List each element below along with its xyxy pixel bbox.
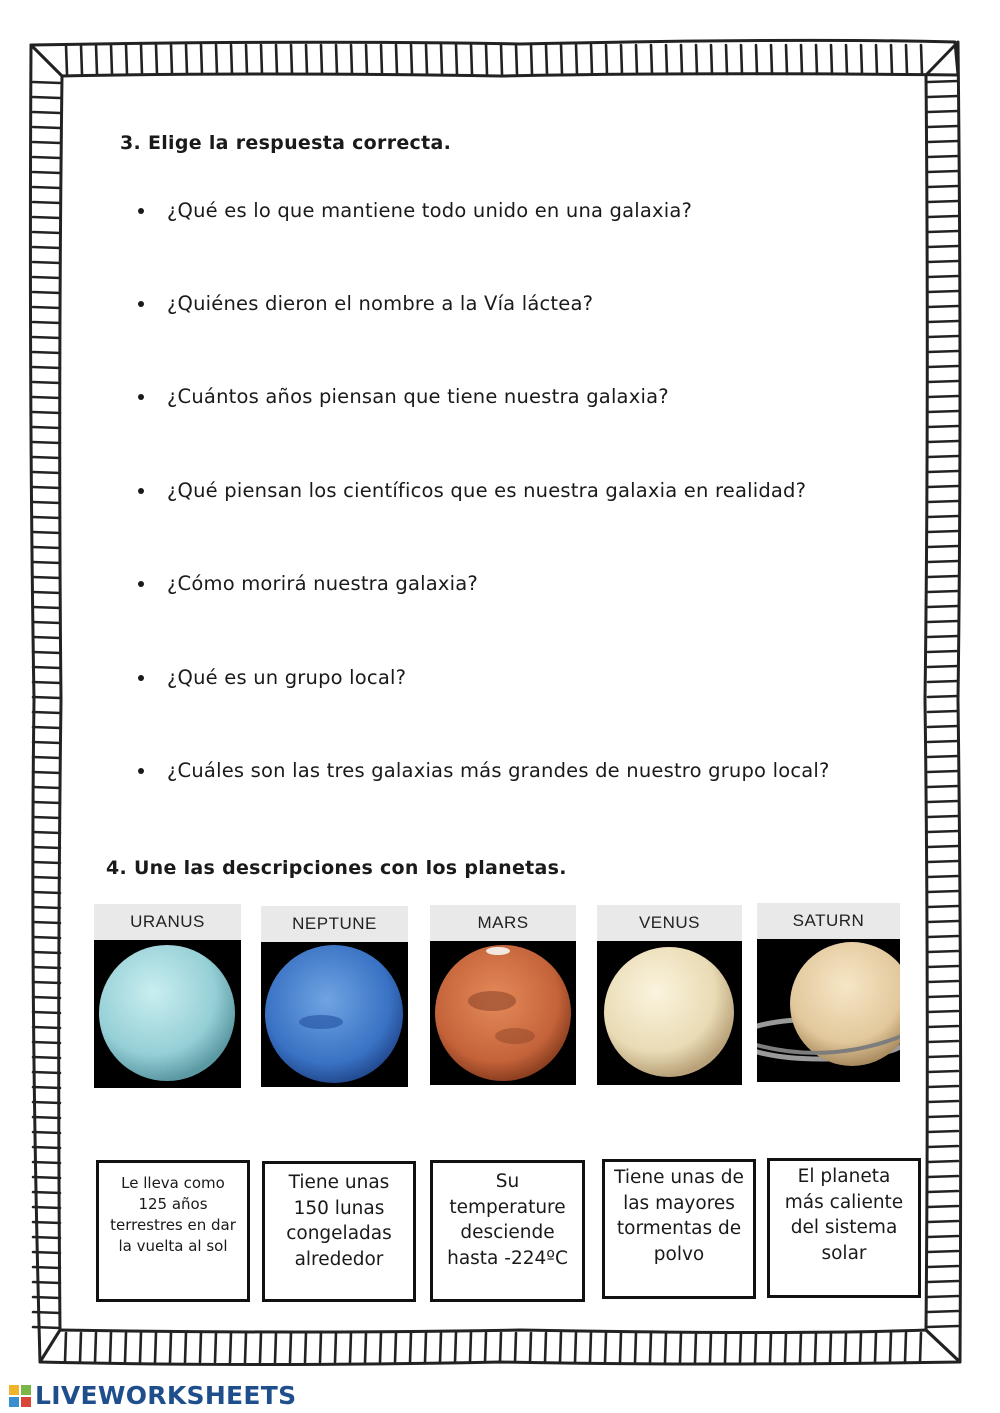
description-card[interactable] [430,1160,585,1302]
section-4-title: 4. Une las descripciones con los planetas. [106,857,567,879]
saturn-image [757,939,900,1082]
bullet-icon [138,675,144,681]
list-item [138,568,858,599]
brand-logo-icon [8,1384,32,1408]
list-item [138,662,858,693]
list-item [138,381,858,412]
question-text: ¿Qué es un grupo local? [167,666,407,689]
question-text: ¿Cómo morirá nuestra galaxia? [167,572,478,595]
planet-label: MARS [430,905,576,941]
bullet-icon [138,394,144,400]
question-text: ¿Quiénes dieron el nombre a la Vía láctea? [167,292,594,315]
list-item [138,755,838,786]
question-text: ¿Qué es lo que mantiene todo unido en una galaxia? [167,199,693,222]
planet-card-venus [597,905,742,1085]
description-text: Su temperature desciende hasta -224ºC [447,1171,568,1269]
bullet-icon [138,208,144,214]
planet-label: NEPTUNE [261,906,408,942]
planet-card-neptune [261,906,408,1087]
bullet-icon [138,581,144,587]
description-card[interactable] [262,1161,416,1302]
description-text: Tiene unas de las mayores tormentas de polvo [614,1167,744,1265]
description-text: Tiene unas 150 lunas congeladas alrededor [286,1172,392,1270]
planet-label: VENUS [597,905,742,941]
planet-label: URANUS [94,904,241,940]
planet-label: SATURN [757,903,900,939]
bullet-icon [138,488,144,494]
neptune-image [261,942,408,1087]
list-item [138,475,858,506]
planet-card-mars [430,905,576,1085]
list-item [138,195,858,226]
venus-image [597,941,742,1085]
description-text: Le lleva como 125 años terrestres en dar la vuelta al sol [110,1174,236,1255]
question-text: ¿Qué piensan los científicos que es nuestra galaxia en realidad? [167,479,807,502]
description-text: El planeta más caliente del sistema solar [784,1166,904,1264]
bullet-icon [138,301,144,307]
brand-name: LIVEWORKSHEETS [35,1381,297,1410]
mars-image [430,941,576,1085]
description-card[interactable] [602,1159,756,1299]
planet-card-saturn [757,903,900,1082]
description-card[interactable] [767,1158,921,1298]
section-3-title: 3. Elige la respuesta correcta. [120,132,452,154]
liveworksheets-logo [8,1381,296,1410]
question-text: ¿Cuáles son las tres galaxias más grandes de nuestro grupo local? [167,759,830,782]
list-item [138,288,858,319]
uranus-image [94,940,241,1088]
bullet-icon [138,768,144,774]
question-text: ¿Cuántos años piensan que tiene nuestra galaxia? [167,385,669,408]
planet-card-uranus [94,904,241,1088]
description-card[interactable] [96,1160,250,1302]
